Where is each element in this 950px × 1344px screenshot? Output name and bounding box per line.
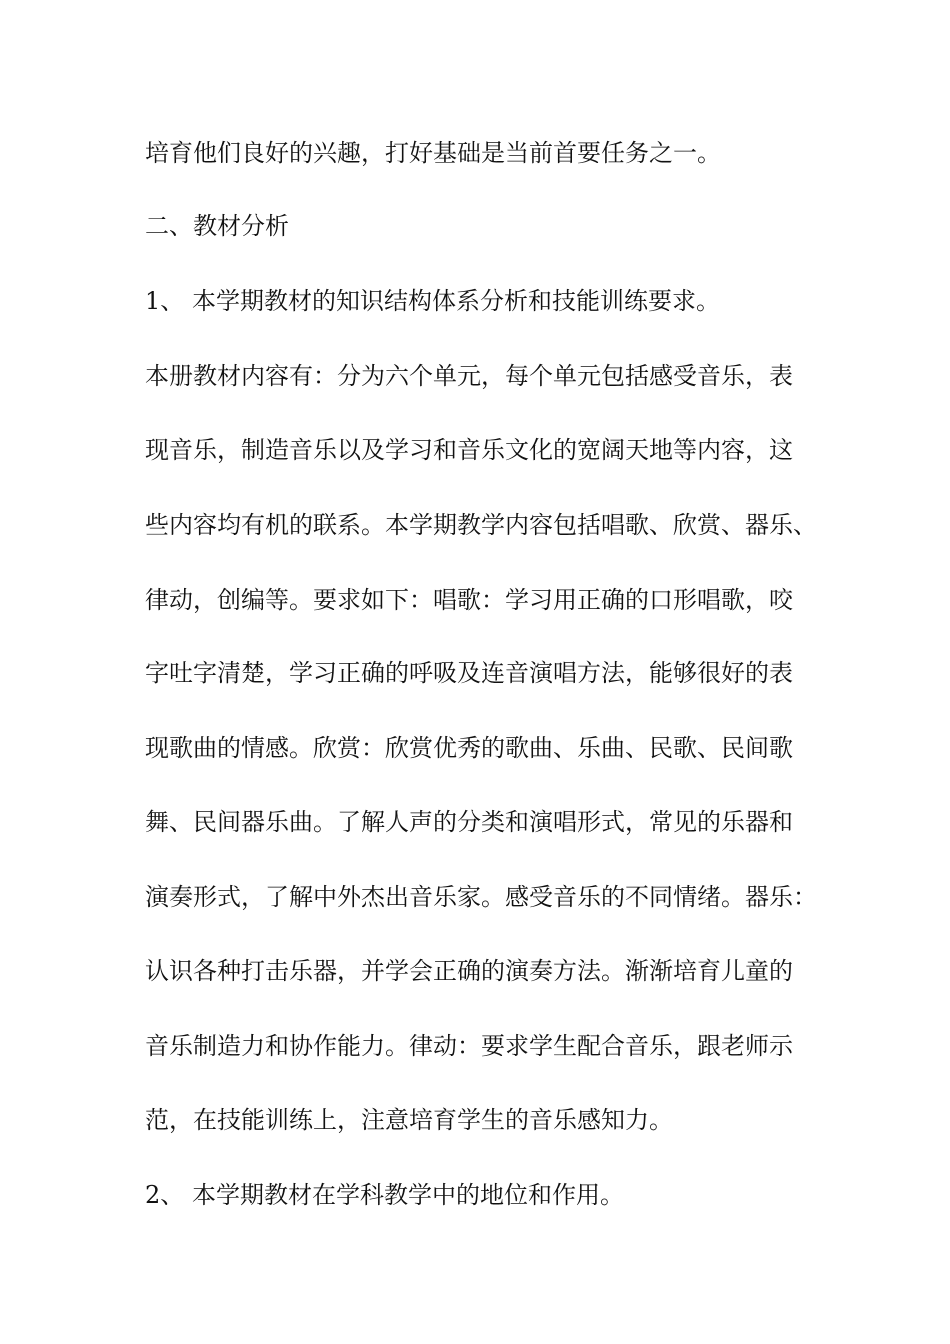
paragraph-line: 字吐字清楚，学习正确的呼吸及连音演唱方法，能够很好的表	[145, 659, 793, 687]
list-item-number: 2、	[145, 1181, 185, 1209]
paragraph-line: 舞、民间器乐曲。了解人声的分类和演唱形式，常见的乐器和	[145, 808, 793, 836]
paragraph-line: 现音乐，制造音乐以及学习和音乐文化的宽阔天地等内容，这	[145, 436, 793, 464]
list-item-2	[145, 1175, 624, 1215]
paragraph-line: 音乐制造力和协作能力。律动：要求学生配合音乐，跟老师示	[145, 1032, 793, 1060]
list-item-text: 本学期教材在学科教学中的地位和作用。	[192, 1181, 624, 1209]
list-item-1	[145, 281, 720, 321]
section-heading: 二、教材分析	[145, 212, 289, 240]
paragraph-line: 些内容均有机的联系。本学期教学内容包括唱歌、欣赏、器乐、	[145, 511, 817, 539]
paragraph-line: 范，在技能训练上，注意培育学生的音乐感知力。	[145, 1106, 673, 1134]
paragraph-line: 认识各种打击乐器，并学会正确的演奏方法。渐渐培育儿童的	[145, 957, 793, 985]
paragraph-line: 律动，创编等。要求如下：唱歌：学习用正确的口形唱歌，咬	[145, 586, 793, 614]
paragraph-line: 现歌曲的情感。欣赏：欣赏优秀的歌曲、乐曲、民歌、民间歌	[145, 734, 793, 762]
paragraph-line: 本册教材内容有：分为六个单元，每个单元包括感受音乐，表	[145, 362, 793, 390]
intro-line: 培育他们良好的兴趣，打好基础是当前首要任务之一。	[145, 139, 721, 167]
paragraph-line: 演奏形式，了解中外杰出音乐家。感受音乐的不同情绪。器乐：	[145, 883, 817, 911]
list-item-number: 1、	[145, 287, 185, 315]
list-item-text: 本学期教材的知识结构体系分析和技能训练要求。	[192, 287, 720, 315]
